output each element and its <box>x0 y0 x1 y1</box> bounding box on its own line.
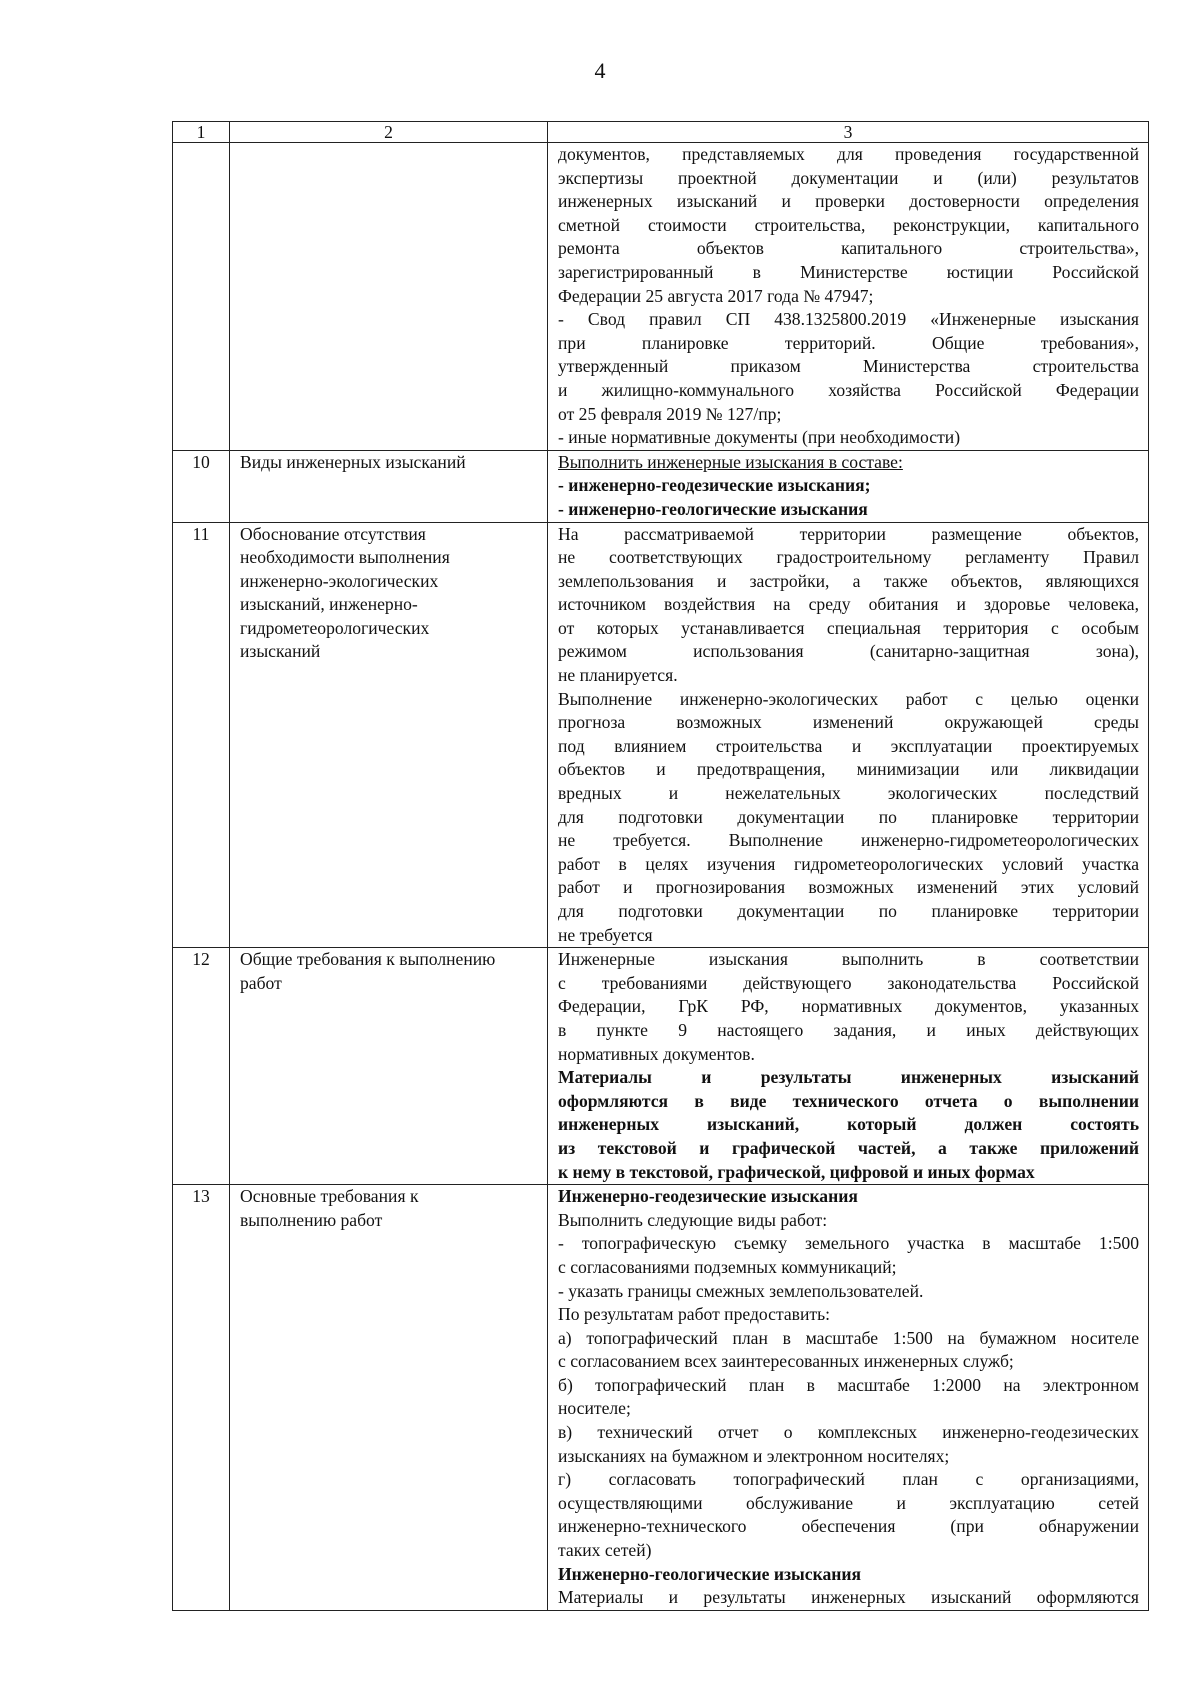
text-line: ремонта объектов капитального строительства», <box>558 238 1139 259</box>
text-line: с согласованием всех заинтересованных инженерных служб; <box>558 1351 1014 1372</box>
text-line: На рассматриваемой территории размещение объектов, <box>558 523 1139 544</box>
row-label <box>230 1185 548 1611</box>
header-col-3: 3 <box>548 122 1149 143</box>
row-content <box>548 522 1149 948</box>
text-line: таких сетей) <box>558 1540 652 1561</box>
row-label <box>230 522 548 948</box>
label-line: работ <box>240 972 282 993</box>
section-heading: Инженерно-геодезические изыскания <box>558 1186 858 1207</box>
text-line: землепользования и застройки, а также объектов, являющихся <box>558 570 1139 591</box>
label-line: изысканий, инженерно- <box>240 594 418 615</box>
text-line: работ и прогнозирования возможных изменений этих условий <box>558 877 1139 898</box>
table-row-12 <box>173 948 1149 1185</box>
row-content <box>548 1185 1149 1611</box>
text-line: не требуется <box>558 924 653 945</box>
text-line: - указать границы смежных землепользователей. <box>558 1280 924 1301</box>
text-line: Выполнение инженерно-экологических работ с целью оценки <box>558 688 1139 709</box>
requirements-table <box>172 121 1149 1611</box>
text-line: - инженерно-геодезические изыскания; <box>558 475 871 496</box>
text-line: Выполнить следующие виды работ: <box>558 1209 828 1230</box>
table-row-10 <box>173 450 1149 522</box>
header-col-1: 1 <box>173 122 230 143</box>
row-label-empty <box>230 143 548 451</box>
row-number-empty <box>173 143 230 451</box>
row-number: 13 <box>173 1185 230 1611</box>
row-content <box>548 948 1149 1185</box>
text-line: не соответствующих градостроительному регламенту Правил <box>558 547 1139 568</box>
table-header-row <box>173 122 1149 143</box>
row-number: 10 <box>173 450 230 522</box>
text-line: зарегистрированный в Министерстве юстиции Российской <box>558 261 1139 282</box>
text-line: сметной стоимости строительства, реконструкции, капитального <box>558 214 1139 235</box>
label-line: инженерно-экологических <box>240 570 439 591</box>
text-line: и жилищно-коммунального хозяйства Российской Федерации <box>558 379 1139 400</box>
text-line: а) топографический план в масштабе 1:500 на бумажном носителе <box>558 1327 1139 1348</box>
page-number: 4 <box>594 58 606 83</box>
text-line: для подготовки документации по планировке территории <box>558 806 1139 827</box>
text-line: Материалы и результаты инженерных изысканий <box>558 1067 1139 1088</box>
label-line: Общие требования к выполнению <box>240 949 496 970</box>
text-line: - Свод правил СП 438.1325800.2019 «Инженерные изыскания <box>558 309 1139 330</box>
text-line: носителе; <box>558 1398 631 1419</box>
text-line: утвержденный приказом Министерства строительства <box>558 356 1139 377</box>
text-line: осуществляющими обслуживание и эксплуатацию сетей <box>558 1492 1139 1513</box>
label-line: необходимости выполнения <box>240 547 450 568</box>
text-line: в пункте 9 настоящего задания, и иных действующих <box>558 1019 1139 1040</box>
text-line: документов, представляемых для проведения государственной <box>558 144 1139 164</box>
text-line: прогноза возможных изменений окружающей среды <box>558 712 1139 733</box>
text-line: оформляются в виде технического отчета о выполнении <box>558 1090 1139 1111</box>
text-line: вредных и нежелательных экологических последствий <box>558 783 1139 804</box>
text-line: Выполнить инженерные изыскания в составе: <box>558 451 903 472</box>
table-row-13 <box>173 1185 1149 1611</box>
text-line: из текстовой и графической частей, а также приложений <box>558 1137 1139 1158</box>
header-col-2: 2 <box>230 122 548 143</box>
text-line: г) согласовать топографический план с организациями, <box>558 1469 1139 1490</box>
table-row-continued <box>173 143 1149 451</box>
label-line: гидрометеорологических <box>240 617 430 638</box>
text-line: инженерно-технического обеспечения (при обнаружении <box>558 1516 1139 1537</box>
text-line: режимом использования (санитарно-защитная зона), <box>558 641 1139 662</box>
text-line: Федерации, ГрК РФ, нормативных документов, указанных <box>558 996 1139 1017</box>
text-line: к нему в текстовой, графической, цифровой и иных формах <box>558 1161 1035 1182</box>
text-line: - топографическую съемку земельного участка в масштабе 1:500 <box>558 1233 1139 1254</box>
text-line: не планируется. <box>558 665 678 686</box>
text-line: б) топографический план в масштабе 1:2000 на электронном <box>558 1374 1139 1395</box>
text-line: инженерных изысканий и проверки достоверности определения <box>558 191 1139 212</box>
text-line: при планировке территорий. Общие требования», <box>558 332 1139 353</box>
text-line: инженерных изысканий, который должен состоять <box>558 1114 1139 1135</box>
text-line: для подготовки документации по планировке территории <box>558 901 1139 921</box>
text-line: с требованиями действующего законодательства Российской <box>558 972 1139 993</box>
text-line: - инженерно-геологические изыскания <box>558 498 868 519</box>
text-line: Материалы и результаты инженерных изысканий оформляются <box>558 1587 1139 1608</box>
text-line: экспертизы проектной документации и (или) результатов <box>558 167 1139 188</box>
row-number: 12 <box>173 948 230 1185</box>
label-line: Обоснование отсутствия <box>240 523 426 544</box>
text-line: По результатам работ предоставить: <box>558 1304 830 1325</box>
label-line: выполнению работ <box>240 1209 383 1230</box>
text-line: нормативных документов. <box>558 1043 755 1064</box>
text-line: изысканиях на бумажном и электронном носителях; <box>558 1445 950 1466</box>
text-line: - иные нормативные документы (при необходимости) <box>558 427 961 448</box>
text-line: источником воздействия на среду обитания и здоровье человека, <box>558 594 1139 615</box>
section-heading: Инженерно-геологические изыскания <box>558 1563 862 1584</box>
text-line: Инженерные изыскания выполнить в соответствии <box>558 949 1139 970</box>
row-number: 11 <box>173 522 230 948</box>
text-line: не требуется. Выполнение инженерно-гидрометеорологических <box>558 830 1139 851</box>
label-line: Основные требования к <box>240 1186 419 1207</box>
row-content <box>548 450 1149 522</box>
row-label <box>230 948 548 1185</box>
text-line: от 25 февраля 2019 № 127/пр; <box>558 403 782 424</box>
row-label: Виды инженерных изысканий <box>230 450 548 522</box>
text-line: с согласованиями подземных коммуникаций; <box>558 1256 897 1277</box>
table-row-11 <box>173 522 1149 948</box>
label-line: изысканий <box>240 641 321 662</box>
text-line: под влиянием строительства и эксплуатации проектируемых <box>558 735 1139 756</box>
text-line: объектов и предотвращения, минимизации или ликвидации <box>558 759 1139 780</box>
row-content-continued <box>548 143 1149 451</box>
text-line: работ в целях изучения гидрометеорологических условий участка <box>558 853 1139 874</box>
text-line: в) технический отчет о комплексных инженерно-геодезических <box>558 1422 1139 1443</box>
text-line: Федерации 25 августа 2017 года № 47947; <box>558 285 874 306</box>
text-line: от которых устанавливается специальная территория с особым <box>558 617 1139 638</box>
